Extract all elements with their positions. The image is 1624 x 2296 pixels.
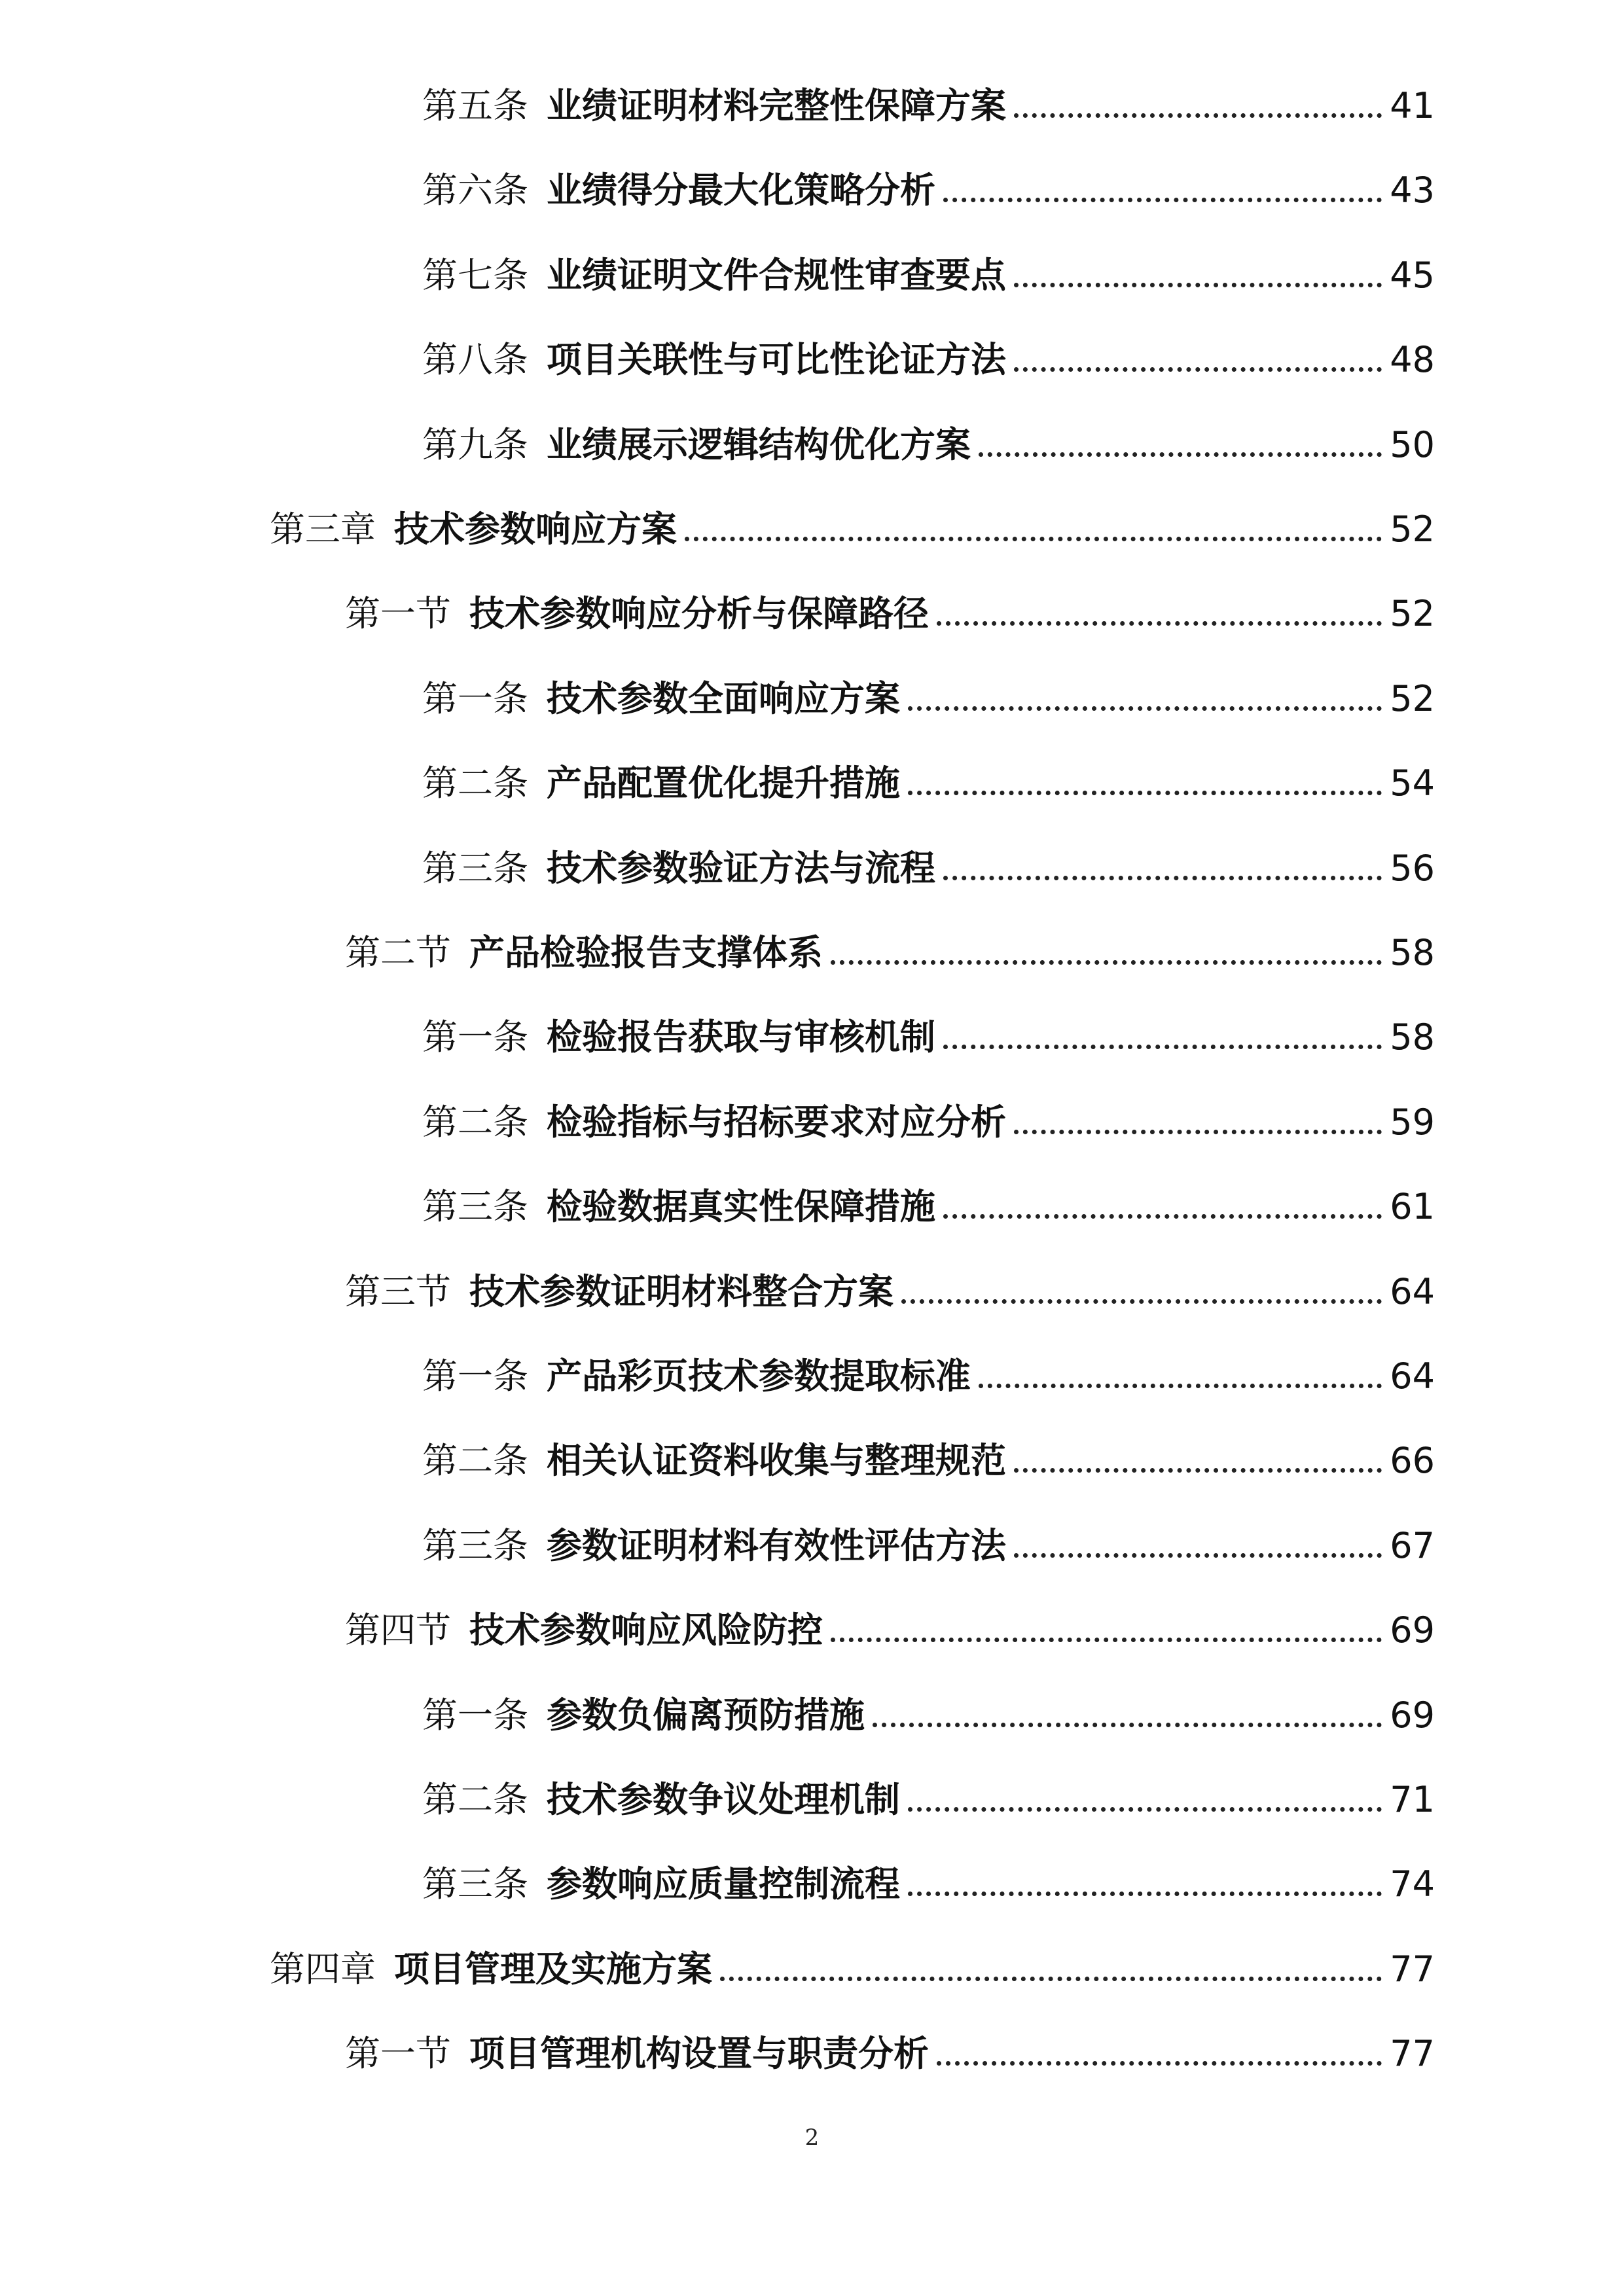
toc-entry-page: 71 [1390,1779,1435,1820]
toc-entry-number: 第一节 [345,593,451,634]
toc-entry-article[interactable] [422,836,1435,901]
toc-entry-title: 项目管理及实施方案 [394,1948,712,1990]
toc-entry-page: 48 [1390,339,1435,380]
toc-entry-number: 第二条 [422,762,528,804]
dot-leader [1014,1130,1382,1134]
toc-entry-number: 第九条 [422,424,528,465]
toc-entry-number: 第七条 [422,255,528,296]
dot-leader [943,198,1382,202]
toc-entry-page: 45 [1390,255,1435,296]
toc-entry-number: 第三条 [422,1186,528,1227]
toc-entry-article[interactable] [422,1513,1435,1579]
toc-entry-title: 参数证明材料有效性评估方法 [547,1525,1006,1566]
toc-entry-number: 第三条 [422,1863,528,1905]
toc-entry-article[interactable] [422,327,1435,393]
toc-entry-chapter[interactable] [270,497,1435,562]
toc-entry-title: 技术参数证明材料整合方案 [469,1271,893,1312]
toc-entry-title: 参数响应质量控制流程 [547,1863,900,1905]
toc-entry-section[interactable] [345,1598,1435,1663]
toc-entry-number: 第一节 [345,2033,451,2074]
toc-entry-number: 第三条 [422,1525,528,1566]
toc-entry-number: 第三章 [270,509,376,550]
toc-entry-title: 检验指标与招标要求对应分析 [547,1102,1006,1143]
dot-leader [937,621,1382,626]
toc-entry-article[interactable] [422,751,1435,816]
dot-leader [873,1723,1382,1727]
toc-entry-number: 第八条 [422,339,528,380]
toc-entry-title: 技术参数响应风险防控 [469,1609,823,1651]
page-number: 2 [804,2125,820,2151]
toc-entry-section[interactable] [345,581,1435,647]
toc-entry-number: 第三节 [345,1271,451,1312]
toc-entry-page: 64 [1390,1355,1435,1397]
toc-entry-title: 业绩得分最大化策略分析 [547,170,935,211]
dot-leader [1014,283,1382,287]
dot-leader [908,706,1382,711]
toc-entry-page: 52 [1390,593,1435,634]
toc-entry-article[interactable] [422,1683,1435,1748]
toc-entry-number: 第二节 [345,932,451,973]
toc-entry-page: 77 [1390,2033,1435,2074]
toc-entry-title: 产品彩页技术参数提取标准 [547,1355,971,1397]
dot-leader [979,1384,1382,1388]
toc-entry-article[interactable] [422,412,1435,478]
dot-leader [1014,1468,1382,1473]
toc-entry-page: 54 [1390,762,1435,804]
toc-entry-title: 相关认证资料收集与整理规范 [547,1440,1006,1481]
dot-leader [831,960,1382,965]
dot-leader [979,452,1382,457]
toc-entry-article[interactable] [422,1005,1435,1070]
toc-entry-title: 参数负偏离预防措施 [547,1695,865,1736]
dot-leader [943,1045,1382,1049]
toc-entry-page: 69 [1390,1695,1435,1736]
toc-entry-title: 技术参数验证方法与流程 [547,848,935,889]
dot-leader [908,791,1382,795]
toc-entry-page: 69 [1390,1609,1435,1651]
toc-entry-title: 技术参数全面响应方案 [547,678,900,719]
toc-entry-title: 产品配置优化提升措施 [547,762,900,804]
toc-entry-number: 第六条 [422,170,528,211]
toc-entry-title: 业绩展示逻辑结构优化方案 [547,424,971,465]
dot-leader [943,876,1382,880]
toc-entry-title: 技术参数争议处理机制 [547,1779,900,1820]
toc-entry-title: 检验报告获取与审核机制 [547,1016,935,1058]
toc-entry-title: 业绩证明文件合规性审查要点 [547,255,1006,296]
toc-entry-article[interactable] [422,1767,1435,1833]
toc-entry-article[interactable] [422,1852,1435,1917]
dot-leader [831,1638,1382,1642]
toc-entry-article[interactable] [422,666,1435,732]
toc-entry-number: 第四章 [270,1948,376,1990]
toc-entry-page: 74 [1390,1863,1435,1905]
toc-entry-number: 第五条 [422,85,528,126]
toc-entry-page: 43 [1390,170,1435,211]
toc-entry-page: 59 [1390,1102,1435,1143]
toc-entry-title: 技术参数响应分析与保障路径 [469,593,929,634]
toc-entry-page: 67 [1390,1525,1435,1566]
toc-entry-number: 第四节 [345,1609,451,1651]
toc-entry-title: 项目关联性与可比性论证方法 [547,339,1006,380]
toc-entry-title: 检验数据真实性保障措施 [547,1186,935,1227]
toc-entry-chapter[interactable] [270,1937,1435,2002]
dot-leader [908,1807,1382,1812]
toc-entry-page: 41 [1390,85,1435,126]
toc-entry-number: 第一条 [422,1355,528,1397]
toc-entry-article[interactable] [422,158,1435,223]
toc-entry-title: 项目管理机构设置与职责分析 [469,2033,929,2074]
toc-entry-number: 第一条 [422,1016,528,1058]
toc-entry-number: 第二条 [422,1440,528,1481]
toc-entry-number: 第一条 [422,1695,528,1736]
toc-entry-page: 61 [1390,1186,1435,1227]
toc-entry-page: 66 [1390,1440,1435,1481]
toc-entry-page: 52 [1390,678,1435,719]
toc-entry-number: 第二条 [422,1102,528,1143]
dot-leader [908,1892,1382,1896]
toc-entry-article[interactable] [422,1090,1435,1155]
toc-entry-title: 技术参数响应方案 [394,509,677,550]
dot-leader [1014,367,1382,372]
toc-entry-article[interactable] [422,243,1435,308]
toc-entry-page: 58 [1390,932,1435,973]
toc-entry-number: 第一条 [422,678,528,719]
dot-leader [943,1214,1382,1219]
dot-leader [1014,1553,1382,1558]
toc-entry-page: 56 [1390,848,1435,889]
toc-entry-article[interactable] [422,1174,1435,1240]
toc-entry-article[interactable] [422,1344,1435,1409]
toc-entry-section[interactable] [345,920,1435,986]
toc-entry-title: 业绩证明材料完整性保障方案 [547,85,1006,126]
dot-leader [1014,113,1382,118]
toc-entry-page: 52 [1390,509,1435,550]
toc-entry-section[interactable] [345,2021,1435,2087]
toc-entry-article[interactable] [422,73,1435,139]
toc-entry-number: 第三条 [422,848,528,889]
dot-leader [901,1299,1382,1304]
dot-leader [937,2061,1382,2066]
toc-entry-article[interactable] [422,1428,1435,1494]
toc-entry-number: 第二条 [422,1779,528,1820]
toc-entry-page: 77 [1390,1948,1435,1990]
dot-leader [685,537,1382,541]
toc-entry-page: 50 [1390,424,1435,465]
toc-entry-page: 58 [1390,1016,1435,1058]
toc-entry-section[interactable] [345,1259,1435,1325]
toc-entry-page: 64 [1390,1271,1435,1312]
dot-leader [720,1977,1382,1981]
toc-entry-title: 产品检验报告支撑体系 [469,932,823,973]
